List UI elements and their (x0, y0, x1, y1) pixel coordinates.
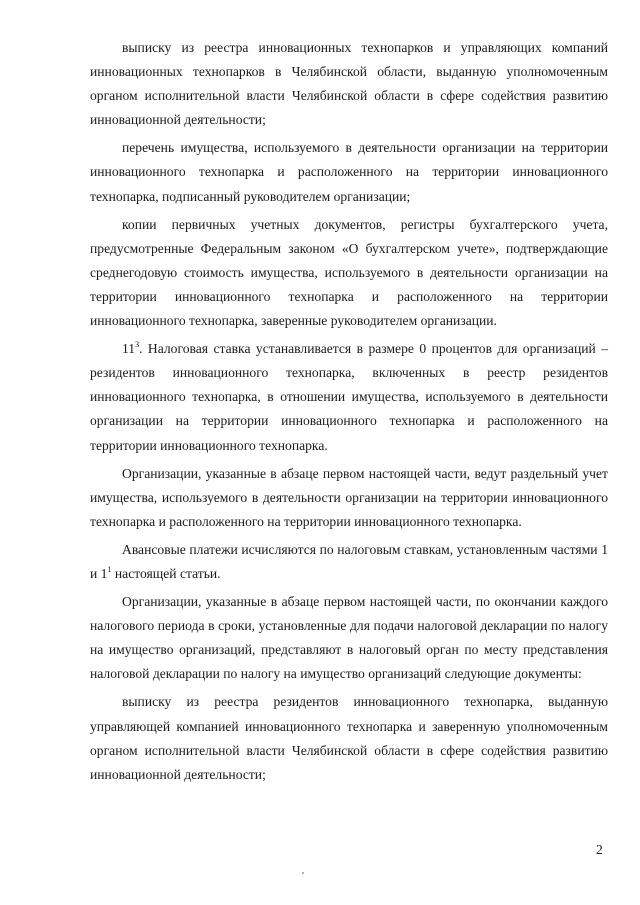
clause-number-superscript: 3 (135, 340, 140, 350)
paragraph-advance-payments-text: Авансовые платежи исчисляются по налоговым ставкам, установленным частями 1 и 1 (90, 541, 608, 581)
paragraph-accounting-copies: копии первичных учетных документов, регистры бухгалтерского учета, предусмотренные Федеральным законом «О бухгалтерском учете», подтверждающие среднегодовую стоимость имущества, используемого в деятельности организации на территории инновационного технопарка и расположенного на территории инновационного технопарка, заверенные руководителем организации. (90, 216, 608, 329)
paragraph-advance-payments (90, 538, 608, 586)
paragraph-tax-rate (90, 337, 608, 457)
paragraph-registry-extract: выписку из реестра инновационных технопарков и управляющих компаний инновационных технопарков в Челябинской области, выданную уполномоченным органом исполнительной власти Челябинской области в сфере содействия развитию инновационной деятельности; (90, 40, 608, 128)
paragraph-advance-payments-end: настоящей статьи. (111, 565, 221, 581)
paragraph-separate-accounting: Организации, указанные в абзаце первом настоящей части, ведут раздельный учет имущества, используемого в деятельности организации на территории инновационного технопарка и расположенного на территории инновационного технопарка. (90, 465, 608, 529)
paragraph-documents-submission: Организации, указанные в абзаце первом настоящей части, по окончании каждого налогового периода в сроки, установленные для подачи налоговой декларации по налогу на имущество организаций, представляют в налоговый орган по месту представления налоговой декларации по налогу на имущество организаций следующие документы: (90, 594, 608, 682)
clause-number: 11 (122, 341, 136, 357)
document-body (90, 36, 608, 787)
part-superscript: 1 (107, 564, 112, 574)
paragraph-property-list: перечень имущества, используемого в деятельности организации на территории инновационного технопарка и расположенного на территории инновационного технопарка, подписанный руководителем организации; (90, 140, 608, 204)
page-number: 2 (596, 842, 603, 857)
paragraph-tax-rate-text: . Налоговая ставка устанавливается в размере 0 процентов для организаций – резидентов инновационного технопарка, включенных в реестр резидентов инновационного технопарка, в отношении имущества, используемого в деятельности организации на территории инновационного технопарка и расположенного на территории инновационного технопарка. (90, 341, 608, 453)
scan-speck (302, 872, 304, 874)
paragraph-resident-extract: выписку из реестра резидентов инновационного технопарка, выданную управляющей компанией инновационного технопарка и заверенную уполномоченным органом исполнительной власти Челябинской области в сфере содействия развитию инновационной деятельности; (90, 694, 608, 782)
